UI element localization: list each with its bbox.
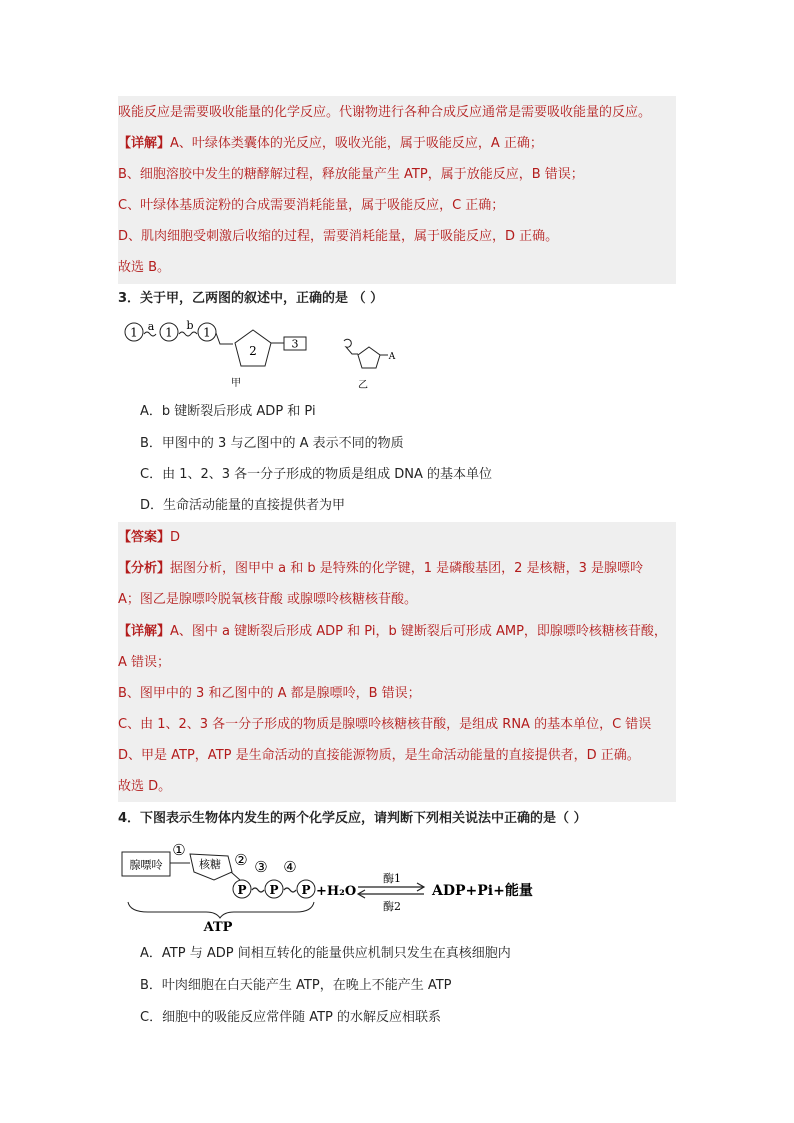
q3-detail-1: 【详解】A、图中 a 键断裂后形成 ADP 和 Pi，b 键断裂后可形成 AMP，即腺嘌呤核糖核苷酸， <box>118 624 667 639</box>
q3-option-a[interactable]: A．b 键断裂后形成 ADP 和 Pi <box>140 404 316 419</box>
phosphate-p3: P <box>301 883 311 897</box>
q3-detail-2: A 错误； <box>118 655 171 670</box>
enzyme2-label: 酶2 <box>383 900 401 913</box>
ribose-2-label: 2 <box>249 344 257 358</box>
q4-option-b[interactable]: B．叶肉细胞在白天能产生 ATP，在晚上不能产生 ATP <box>140 978 452 993</box>
label-A: A <box>388 352 396 362</box>
num-2: ② <box>234 851 248 869</box>
q4-atp-diagram <box>118 838 538 934</box>
q3-option-c[interactable]: C．由 1、2、3 各一分子形成的物质是组成 DNA 的基本单位 <box>140 467 493 482</box>
products-label: ADP+Pi+能量 <box>432 883 533 899</box>
phosphate-p1: P <box>237 883 247 897</box>
diagram-yi <box>344 339 396 390</box>
detail-tag: 【详解】 <box>118 136 171 151</box>
q3-diagram <box>118 316 408 390</box>
caption-jia: 甲 <box>231 378 241 389</box>
num-4: ④ <box>283 858 297 876</box>
num-3: ③ <box>254 858 268 876</box>
q3-analysis-1: 【分析】据图分析，图甲中 a 和 b 是特殊的化学键，1 是磷酸基团，2 是核糖，3 是腺嘌呤 <box>118 561 643 576</box>
bond-b-label: b <box>186 319 194 332</box>
ribose-label: 核糖 <box>199 858 221 871</box>
q3-detail-5: D、甲是 ATP，ATP 是生命活动的直接能源物质，是生命活动能量的直接提供者，D 正确。 <box>118 748 640 763</box>
block1-line2: B、细胞溶胶中发生的糖酵解过程，释放能量产生 ATP，属于放能反应，B 错误； <box>118 167 584 182</box>
num-1: ① <box>172 841 186 859</box>
q3-answer: 【答案】D <box>118 530 181 545</box>
h2o-label: +H₂O <box>316 884 357 899</box>
enzyme1-label: 酶1 <box>383 872 401 885</box>
block1-line0: 吸能反应是需要吸收能量的化学反应。代谢物进行各种合成反应通常是需要吸收能量的反应。 <box>118 105 652 120</box>
q3-detail-4: C、由 1、2、3 各一分子形成的物质是腺嘌呤核糖核苷酸，是组成 RNA 的基本单位，C 错误 <box>118 717 652 732</box>
bond-a-label: a <box>147 320 155 333</box>
caption-yi: 乙 <box>358 380 368 390</box>
base-3-label: 3 <box>291 337 299 351</box>
block1-line1: 【详解】A、叶绿体类囊体的光反应，吸收光能，属于吸能反应，A 正确； <box>118 136 543 151</box>
phosphate-1-a: 1 <box>130 325 138 340</box>
phosphate-1-c: 1 <box>203 325 211 340</box>
adenine-label: 腺嘌呤 <box>129 858 163 872</box>
q3-analysis-2: A；图乙是腺嘌呤脱氧核苷酸 或腺嘌呤核糖核苷酸。 <box>118 592 418 607</box>
q4-option-c[interactable]: C．细胞中的吸能反应常伴随 ATP 的水解反应相联系 <box>140 1010 442 1025</box>
q3-detail-3: B、图甲中的 3 和乙图中的 A 都是腺嘌呤，B 错误； <box>118 686 421 701</box>
q4-option-a[interactable]: A．ATP 与 ADP 间相互转化的能量供应机制只发生在真核细胞内 <box>140 946 511 961</box>
q3-option-b[interactable]: B．甲图中的 3 与乙图中的 A 表示不同的物质 <box>140 436 404 451</box>
atp-label: ATP <box>203 920 233 934</box>
block1-line5: 故选 B。 <box>118 260 171 275</box>
q3-stem: 3．关于甲，乙两图的叙述中，正确的是 （ ） <box>118 291 384 306</box>
answer-block-1-background <box>118 96 676 284</box>
diagram-jia <box>125 319 306 389</box>
block1-line3: C、叶绿体基质淀粉的合成需要消耗能量，属于吸能反应，C 正确； <box>118 198 505 213</box>
block1-line4: D、肌肉细胞受刺激后收缩的过程，需要消耗能量，属于吸能反应，D 正确。 <box>118 229 559 244</box>
phosphate-p2: P <box>269 883 279 897</box>
q3-option-d[interactable]: D．生命活动能量的直接提供者为甲 <box>140 498 346 513</box>
phosphate-1-b: 1 <box>165 325 173 340</box>
q4-stem: 4．下图表示生物体内发生的两个化学反应，请判断下列相关说法中正确的是（ ） <box>118 811 587 826</box>
q3-detail-6: 故选 D。 <box>118 779 172 794</box>
